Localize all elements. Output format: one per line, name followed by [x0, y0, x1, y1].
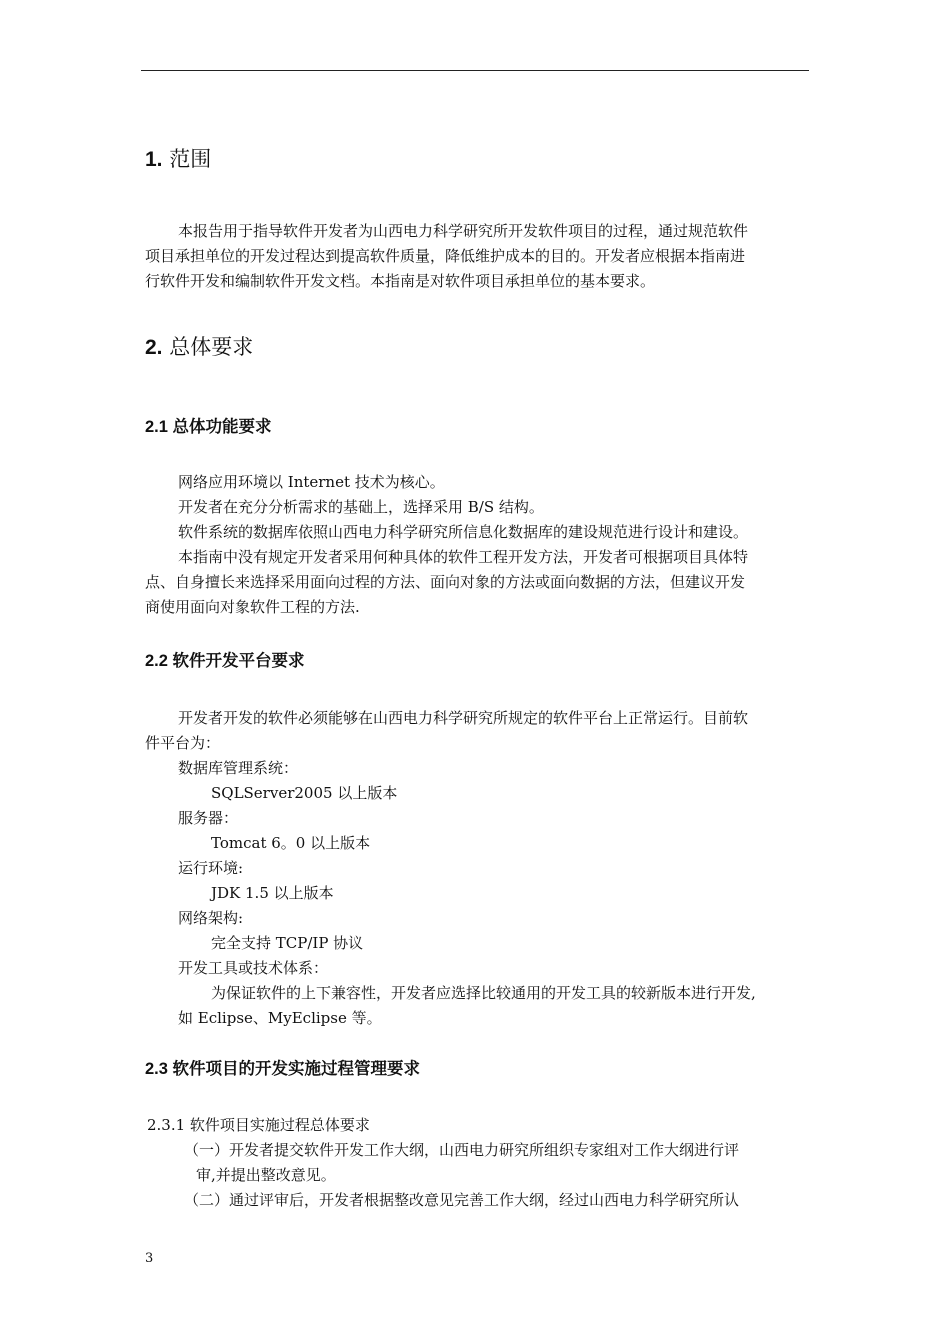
paragraph-line: 商使用面向对象软件工程的方法.	[145, 598, 360, 616]
paragraph-line: 网络应用环境以 Internet 技术为核心。	[178, 473, 445, 491]
platform-tools-label: 开发工具或技术体系：	[178, 959, 329, 977]
paragraph-line: 为保证软件的上下兼容性，开发者应选择比较通用的开发工具的较新版本进行开发,	[211, 984, 756, 1002]
platform-item-value: 完全支持 TCP/IP 协议	[211, 934, 364, 952]
paragraph-line: 本报告用于指导软件开发者为山西电力科学研究所开发软件项目的过程，通过规范软件	[178, 222, 749, 240]
section-1-heading	[145, 146, 211, 173]
paragraph-line: 项目承担单位的开发过程达到提高软件质量，降低维护成本的目的。开发者应根据本指南进	[145, 247, 746, 265]
paragraph-line: 开发者开发的软件必须能够在山西电力科学研究所规定的软件平台上正常运行。目前软	[178, 709, 749, 727]
platform-item-value: JDK 1.5 以上版本	[211, 884, 334, 902]
section-1-number: 1.	[145, 148, 163, 171]
paragraph-line: （一）开发者提交软件开发工作大纲，山西电力研究所组织专家组对工作大纲进行评	[184, 1141, 740, 1159]
section-2-3-body	[147, 1113, 811, 1213]
section-1-paragraph	[145, 219, 809, 294]
platform-item-value: SQLServer2005 以上版本	[211, 784, 398, 802]
paragraph-line: 行软件开发和编制软件开发文档。本指南是对软件项目承担单位的基本要求。	[145, 272, 656, 290]
platform-item-label: 数据库管理系统：	[178, 759, 299, 777]
paragraph-line: 软件系统的数据库依照山西电力科学研究所信息化数据库的建设规范进行设计和建设。	[178, 523, 749, 541]
section-2-number: 2.	[145, 336, 163, 359]
section-2-1-heading: 2.1 总体功能要求	[145, 418, 272, 436]
subsection-2-3-1-heading: 2.3.1 软件项目实施过程总体要求	[147, 1116, 370, 1134]
section-2-3-heading: 2.3 软件项目的开发实施过程管理要求	[145, 1060, 421, 1078]
platform-item-label: 网络架构:	[178, 909, 244, 927]
section-2-2-heading: 2.2 软件开发平台要求	[145, 652, 305, 670]
section-2-1-body	[145, 470, 809, 620]
platform-item-value: Tomcat 6。0 以上版本	[211, 834, 371, 852]
paragraph-line: 开发者在充分分析需求的基础上，选择采用 B/S 结构。	[178, 498, 544, 516]
page-number: 3	[145, 1251, 154, 1266]
paragraph-line: 如 Eclipse、MyEclipse 等。	[178, 1009, 382, 1027]
paragraph-line: （二）通过评审后，开发者根据整改意见完善工作大纲，经过山西电力科学研究所认	[184, 1191, 740, 1209]
section-2-2-body	[145, 706, 809, 1031]
paragraph-line: 件平台为：	[145, 734, 221, 752]
paragraph-line: 点、自身擅长来选择采用面向过程的方法、面向对象的方法或面向数据的方法，但建议开发	[145, 573, 746, 591]
header-rule	[141, 70, 809, 71]
platform-item-label: 运行环境:	[178, 859, 244, 877]
section-2-heading	[145, 334, 253, 361]
platform-item-label: 服务器：	[178, 809, 239, 827]
section-1-title: 范围	[169, 147, 212, 171]
section-2-title: 总体要求	[169, 335, 254, 359]
paragraph-line: 本指南中没有规定开发者采用何种具体的软件工程开发方法，开发者可根据项目具体特	[178, 548, 749, 566]
paragraph-line: 审,并提出整改意见。	[196, 1166, 336, 1184]
